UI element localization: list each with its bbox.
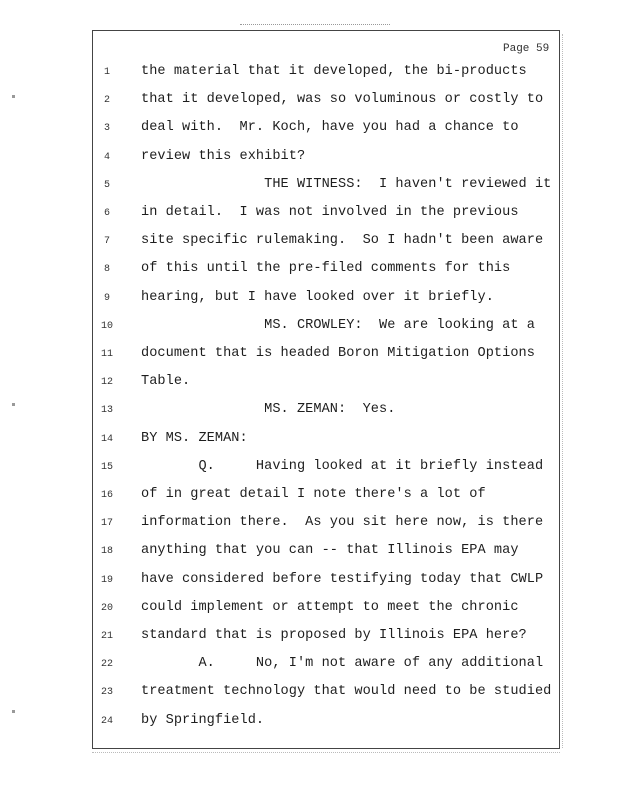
page-number: Page 59 <box>503 43 550 55</box>
line-number: 4 <box>103 151 110 163</box>
transcript-line: site specific rulemaking. So I hadn't been aware <box>141 233 544 249</box>
transcript-line: the material that it developed, the bi-products <box>141 64 527 79</box>
transcript-line: information there. As you sit here now, is there <box>141 515 544 531</box>
line-number: 2 <box>103 95 110 107</box>
page-right-edge <box>562 34 563 748</box>
line-number: 10 <box>100 320 113 332</box>
line-number: 18 <box>100 546 113 558</box>
transcript-line: could implement or attempt to meet the chronic <box>141 599 519 615</box>
transcript-line: Q. Having looked at it briefly instead <box>141 458 544 474</box>
line-number: 20 <box>100 602 113 614</box>
line-number: 3 <box>103 123 110 135</box>
transcript-line: of this until the pre-filed comments for this <box>141 261 511 277</box>
line-number: 21 <box>100 631 113 642</box>
line-number: 1 <box>103 67 110 78</box>
transcript-line: that it developed, was so voluminous or costly to <box>141 92 544 108</box>
page-bottom-edge <box>92 752 560 753</box>
transcript-line: MS. CROWLEY: We are looking at a <box>141 317 535 333</box>
transcript-line: deal with. Mr. Koch, have you had a chance to <box>141 120 519 136</box>
transcript-line: have considered before testifying today that CWLP <box>141 571 544 587</box>
line-number: 7 <box>103 236 110 248</box>
line-number: 13 <box>100 405 113 417</box>
line-number: 24 <box>100 715 113 727</box>
transcript-line: anything that you can -- that Illinois EPA may <box>141 543 519 559</box>
transcript-line: MS. ZEMAN: Yes. <box>141 402 396 418</box>
line-number: 19 <box>100 574 113 586</box>
line-number: 14 <box>100 433 113 445</box>
transcript-line: treatment technology that would need to be studied <box>141 684 552 700</box>
scan-top-rule <box>240 24 390 25</box>
line-number: 11 <box>100 349 113 360</box>
line-number: 6 <box>103 208 110 219</box>
transcript-line: review this exhibit? <box>141 148 306 164</box>
line-number: 5 <box>103 179 110 191</box>
transcript-line: standard that is proposed by Illinois EPA here? <box>141 628 527 643</box>
line-number: 23 <box>100 687 113 699</box>
transcript-line: A. No, I'm not aware of any additional <box>141 656 544 672</box>
transcript-line: document that is headed Boron Mitigation Options <box>141 346 535 361</box>
transcript-line: BY MS. ZEMAN: <box>141 430 248 446</box>
transcript-line: Table. <box>141 374 191 390</box>
transcript-line: by Springfield. <box>141 712 265 728</box>
line-number: 16 <box>100 490 113 501</box>
margin-mark <box>12 403 15 406</box>
line-number: 8 <box>103 264 110 276</box>
line-number: 12 <box>100 377 113 389</box>
transcript-line: THE WITNESS: I haven't reviewed it <box>141 176 552 192</box>
line-number: 15 <box>100 461 113 473</box>
margin-mark <box>12 95 15 98</box>
line-number: 22 <box>100 659 113 671</box>
transcript-line: hearing, but I have looked over it briefly. <box>141 289 494 305</box>
line-number: 17 <box>100 518 113 530</box>
transcript-line: in detail. I was not involved in the previous <box>141 205 519 220</box>
margin-mark <box>12 710 15 713</box>
transcript-line: of in great detail I note there's a lot of <box>141 487 486 502</box>
line-number: 9 <box>103 292 110 304</box>
